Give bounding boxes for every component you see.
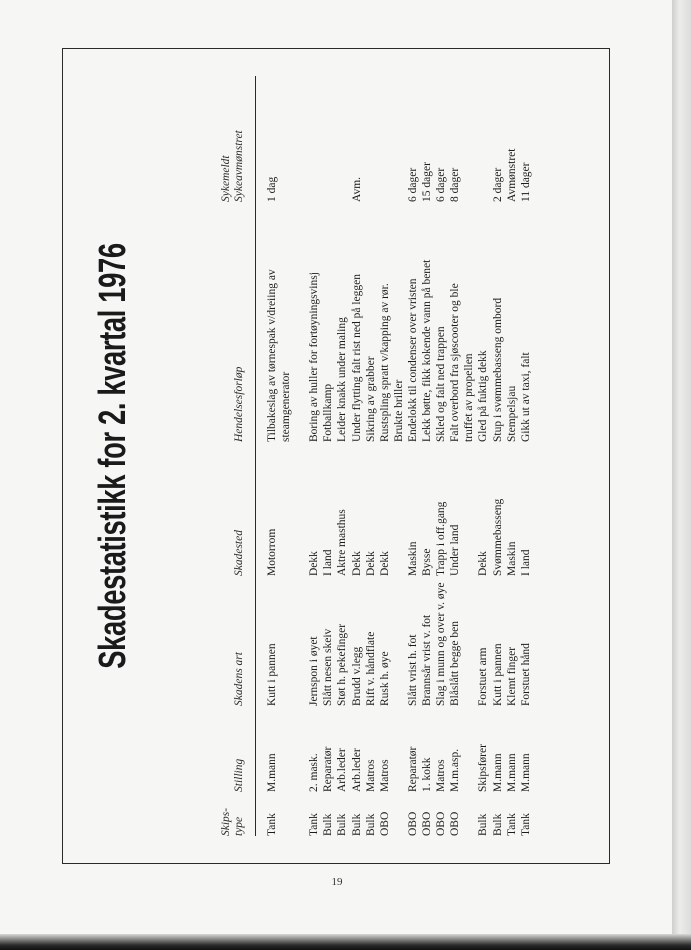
cell-hendelsesforlop: Sikring av grabber: [364, 356, 377, 442]
table-row: [406, 48, 420, 864]
cell-hendelsesforlop: Tilbakeslag av tørnespak v/dreiing av: [266, 269, 278, 442]
header-sykemeldt: [220, 130, 246, 202]
cell-hendelsesforlop: Boring av huller for fortøyningsvinsj: [308, 272, 321, 442]
cell-skadens-art: Brannsår vrist v. fot: [421, 614, 434, 706]
cell-stilling: Matros: [378, 759, 391, 792]
cell-hendelsesforlop: Gled på fuktig dekk: [477, 350, 490, 442]
cell-sykemeldt: 1 dag: [266, 176, 278, 202]
cell-hendelsesforlop: Under flytting falt rist ned på leggen: [350, 274, 363, 442]
cell-skadens-art: Jernspon i øyet: [308, 636, 321, 706]
table-body: [265, 48, 533, 864]
cell-sykemeldt: 2 dager: [491, 167, 504, 202]
header-skipstype-line1: Skips-: [220, 807, 232, 836]
cell-skadens-art: Kutt i pannen: [491, 643, 504, 706]
cell-skadested: Dekk: [308, 551, 321, 576]
cell-skadens-art: Brudd v.legg: [350, 646, 363, 706]
cell-skadens-art: Slått vrist h. fot: [406, 634, 419, 706]
cell-stilling: Matros: [435, 759, 448, 792]
cell-skipstype: Bulk: [364, 813, 377, 836]
cell-stilling: Reparatør: [406, 746, 419, 792]
cell-hendelsesforlop: Rustspling spratt v/kapping av rør.: [378, 283, 391, 442]
table-row: [519, 48, 533, 864]
table-row: [434, 48, 448, 864]
header-hendelsesforlop: Hendelsesforløp: [233, 366, 245, 442]
scan-bottom-shadow: [0, 934, 691, 950]
group-gap: [293, 48, 307, 864]
cell-sykemeldt: 6 dager: [406, 167, 419, 202]
cell-skadested: Trapp i off.gang: [435, 501, 448, 576]
cell-stilling: Reparatør: [322, 746, 335, 792]
cell-skipstype: Bulk: [491, 813, 504, 836]
cell-skipstype: OBO: [421, 811, 434, 836]
cell-skipstype: Bulk: [322, 813, 335, 836]
cell-skadested: Dekk: [477, 551, 490, 576]
cell-skipstype: OBO: [378, 811, 391, 836]
cell-skadested: I land: [519, 549, 532, 576]
cell-stilling: M.mann: [266, 753, 278, 792]
rotated-content: [62, 48, 610, 864]
cell-stilling: Skipsfører: [477, 744, 490, 792]
cell-stilling: M.m.asp.: [449, 748, 462, 792]
cell-hendelsesforlop: Falt overbord fra sjøscooter og ble: [449, 283, 462, 442]
page-edge: [672, 0, 691, 950]
cell-stilling: 1. kokk: [421, 757, 434, 792]
table-row: [505, 48, 519, 864]
cell-stilling: Arb.leder: [336, 748, 349, 792]
header-skadens-art: Skadens art: [233, 652, 245, 706]
cell-stilling: 2. mask.: [308, 753, 321, 792]
cell-sykemeldt: 15 dager: [421, 162, 434, 202]
cell-hendelsesforlop: truffet av propellen: [463, 353, 476, 442]
table-row: [364, 48, 378, 864]
cell-skadested: Dekk: [350, 551, 363, 576]
table-row: [462, 48, 476, 864]
cell-skipstype: Tank: [266, 813, 278, 836]
header-skipstype: [220, 808, 246, 836]
table-row: [392, 48, 406, 864]
cell-sykemeldt: Avm.: [350, 176, 363, 202]
cell-hendelsesforlop: Leider knakk under maling: [336, 317, 349, 442]
table-row: [279, 48, 293, 864]
cell-skipstype: Bulk: [336, 813, 349, 836]
cell-stilling: Matros: [364, 759, 377, 792]
cell-stilling: M.mann: [491, 753, 504, 792]
cell-skadested: I land: [322, 549, 335, 576]
cell-skadested: Bysse: [421, 548, 434, 576]
cell-skadens-art: Klemt finger: [505, 646, 518, 706]
cell-skadens-art: Forstuet arm: [477, 647, 490, 706]
cell-skadested: Svømmebasseng: [491, 498, 504, 576]
cell-skadested: Under land: [449, 524, 462, 576]
cell-stilling: M.mann: [505, 753, 518, 792]
cell-skipstype: Bulk: [477, 813, 490, 836]
table-row: [265, 48, 279, 864]
table-row: [321, 48, 335, 864]
cell-skadens-art: Slått nesen skeiv: [322, 628, 335, 706]
cell-stilling: Arb.leder: [350, 748, 363, 792]
cell-skadested: Dekk: [378, 551, 391, 576]
cell-skadens-art: Slag i munn og over v. øye: [435, 582, 448, 706]
cell-skadens-art: Blåslått begge ben: [449, 621, 462, 706]
header-skadested: Skadested: [233, 530, 245, 576]
cell-hendelsesforlop: Stempelsjau: [505, 385, 518, 442]
cell-hendelsesforlop: Endelokk til condenser over vristen: [406, 278, 419, 442]
header-divider: [255, 76, 256, 836]
cell-skipstype: Tank: [505, 813, 518, 836]
cell-hendelsesforlop: Stup i svømmebasseng ombord: [491, 297, 504, 442]
cell-skipstype: OBO: [406, 811, 419, 836]
table-row: [335, 48, 349, 864]
cell-skadens-art: Rift v. håndflate: [364, 631, 377, 706]
header-sykemeldt-line2: Sykeavmønstret: [233, 130, 245, 202]
cell-skadens-art: Rusk h. øye: [378, 651, 391, 706]
cell-skipstype: Tank: [519, 813, 532, 836]
table-row: [378, 48, 392, 864]
header-skipstype-line2: type: [233, 816, 245, 836]
cell-skipstype: OBO: [449, 811, 462, 836]
header-stilling: Stilling: [233, 758, 245, 792]
table-row: [420, 48, 434, 864]
page-title: Skadestatistikk for 2. kvartal 1976: [92, 243, 134, 669]
cell-sykemeldt: Avmønstret: [505, 148, 518, 202]
cell-hendelsesforlop: steamgenerator: [280, 371, 293, 442]
table-row: [448, 48, 462, 864]
table-row: [491, 48, 505, 864]
cell-skadens-art: Kutt i pannen: [266, 643, 278, 706]
page-number: 19: [331, 876, 343, 888]
cell-skadested: Aktre masthus: [336, 509, 349, 576]
table-row: [350, 48, 364, 864]
cell-sykemeldt: 8 dager: [449, 167, 462, 202]
cell-hendelsesforlop: Lekk bøtte, fikk kokende vann på benet: [421, 259, 434, 442]
table-row: [307, 48, 321, 864]
cell-skipstype: Tank: [308, 813, 321, 836]
cell-skadens-art: Støt h. pekefinger: [336, 623, 349, 706]
cell-skadested: Maskin: [505, 541, 518, 576]
cell-skipstype: Bulk: [350, 813, 363, 836]
cell-hendelsesforlop: Brukte briller: [392, 379, 405, 442]
cell-skadested: Dekk: [364, 551, 377, 576]
cell-skadens-art: Forstuet hånd: [519, 643, 532, 706]
cell-hendelsesforlop: Skled og falt ned trappen: [435, 326, 448, 442]
table-row: [476, 48, 490, 864]
cell-skipstype: OBO: [435, 811, 448, 836]
cell-sykemeldt: 11 dager: [519, 162, 532, 202]
cell-skadested: Maskin: [406, 541, 419, 576]
cell-hendelsesforlop: Fotballkamp: [322, 383, 335, 442]
cell-stilling: M.mann: [519, 753, 532, 792]
cell-skadested: Motorrom: [266, 528, 278, 576]
cell-sykemeldt: 6 dager: [435, 167, 448, 202]
header-sykemeldt-line1: Sykemeldt: [220, 155, 232, 202]
cell-hendelsesforlop: Gikk ut av taxi, falt: [519, 352, 532, 442]
